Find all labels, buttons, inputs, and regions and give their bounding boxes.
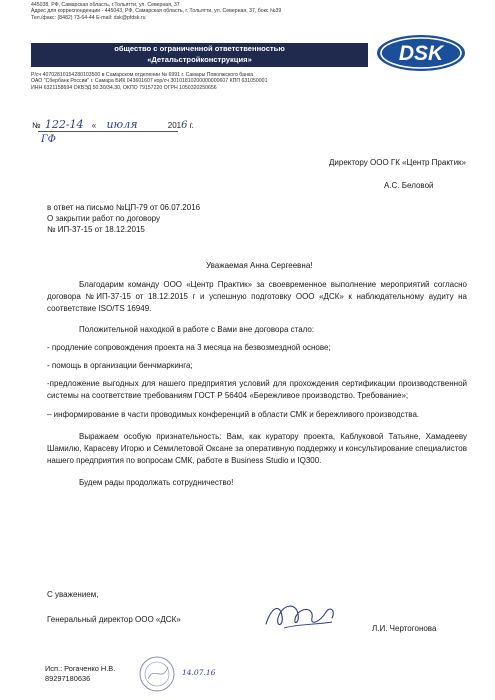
year-suffix: г. [189, 121, 194, 130]
dsk-logo [376, 34, 466, 72]
year-prefix: 201 [167, 121, 182, 130]
company-address [31, 2, 281, 21]
bullet-item: – информирование в части проводимых конференций в области СМК и бережливого производства. [47, 409, 420, 419]
outgoing-number-line [32, 120, 194, 131]
reference-line: О закрытии работ по договору [47, 214, 161, 223]
reference-block [47, 202, 200, 235]
bank-requisites [31, 72, 267, 91]
date-quote: « [91, 121, 97, 130]
paragraph-thanks: Благодарим команду ООО «Центр Практик» за своевременное выполнение мероприятий согласно договора №ИП-37-15 от 18.12.2015 г и успешную подготовку ООО «ДСК» к наблюдательному аудиту на соответствие ISO/TS 16949. [47, 280, 467, 314]
executor-phone: 89297180636 [45, 674, 91, 683]
requisites-line: ИНН 6321158694 ОКВЭД 50.30/34.30, ОКПО 79157220 ОГРН 1050320250656 [31, 84, 217, 91]
logo-text: DSK [398, 42, 444, 65]
handwritten-initials: ГФ [41, 134, 56, 145]
address-line: Адрес для корреспонденции - 445043, РФ, Самарская область, г. Тольятти, ул. Северная, 37, бокс №39 [31, 8, 282, 15]
paragraph-findings: Положительной находкой в работе с Вами вне договора стало: [79, 324, 315, 334]
address-line: 445038, РФ, Самарская область, г.Тольятти, ул. Северная, 37 [31, 2, 180, 8]
salutation: Уважаемая Анна Сергеевна! [206, 261, 313, 270]
addressee-name: А.С. Беловой [384, 181, 434, 190]
closing: С уважением, [47, 590, 99, 599]
signer-title: Генеральный директор ООО «ДСК» [47, 615, 181, 624]
stamp-date: 14.07.16 [182, 668, 216, 677]
company-name: «Детальстройконструкция» [147, 55, 252, 64]
number-underline [38, 131, 178, 132]
executor-name: Исп.: Рогаченко Н.В. [45, 664, 116, 673]
reference-line: № ИП-37-15 от 18.12.2015 [47, 225, 145, 234]
requisites-line: Р/сч 40702810154280103500 в Самарском отделении № 6991 г. Самары Поволжского банка [31, 72, 254, 78]
handwritten-year-digit: 6 [181, 120, 188, 131]
reference-line: в ответ на письмо №ЦП-79 от 06.07.2016 [47, 203, 201, 212]
director-signature [262, 598, 342, 634]
addressee-title: Директору ООО ГК «Центр Практик» [329, 158, 466, 167]
paragraph-gratitude: Выражаем особую признательность: Вам, как куратору проекта, Каблуковой Татьяне, Хамадееву Шамилю, Карасеву Игорю и Семилетовой Оксане за оперативную поддержку и консультирование специалистов нашего предприятия по вопросам СМК, работе в Business Studio и IQ300. [47, 431, 467, 466]
bullet-item: -предложение выгодных для нашего предприятия условий для прохождения сертификации производственной системы на соответствие требованиям ГОСТ Р 56404 «Бережливое производство. Требование»; [47, 379, 467, 401]
company-name-banner [31, 43, 368, 67]
company-form: общество с ограниченной ответственностью [114, 44, 285, 53]
executor-block [45, 664, 115, 684]
handwritten-number: 122-14 [44, 118, 84, 131]
paragraph-cooperation: Будем рады продолжать сотрудничество! [79, 478, 234, 488]
signer-name: Л.И. Чертогонова [372, 624, 437, 633]
number-sign: № [32, 121, 41, 130]
address-line: Тел./факс: (8482) 73-64-44 E-mail: dsk@pfdsk.ru [31, 14, 146, 21]
handwritten-month: июля [106, 118, 138, 131]
requisites-line: ОАО "Сбербанк России" г. Самара БИК 043601607 кор/сч 30101810200000000607 КПП 631050001 [31, 78, 268, 85]
letter-body [47, 279, 467, 490]
bullet-item: - помощь в организации бенчмаркинга; [47, 361, 193, 371]
registration-stamp [136, 653, 178, 695]
bullet-item: - продление сопровождения проекта на 3 месяца на безвозмездной основе; [47, 342, 331, 352]
